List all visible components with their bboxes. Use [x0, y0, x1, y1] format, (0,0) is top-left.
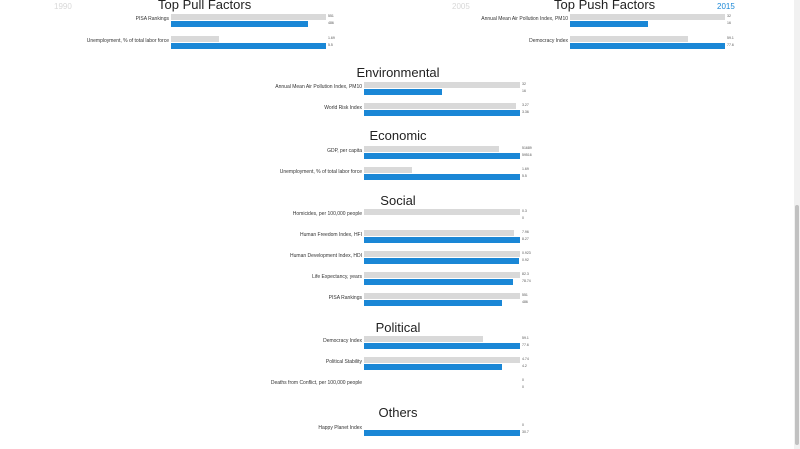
- year-2005[interactable]: 2005: [452, 2, 470, 11]
- previous-value-text: 0.3: [522, 209, 527, 213]
- factor-label: Democracy Index: [529, 38, 568, 44]
- previous-value-bar: [570, 36, 688, 42]
- previous-value-bar: [171, 36, 219, 42]
- previous-value-bar: [364, 146, 499, 152]
- current-value-bar: [364, 300, 502, 306]
- current-value-text: 5.5: [522, 174, 527, 178]
- previous-value-text: 0.923: [522, 251, 531, 255]
- year-2015[interactable]: 2015: [717, 2, 735, 11]
- factor-label: Unemployment, % of total labor force: [279, 169, 362, 175]
- previous-value-text: 59.1: [727, 36, 734, 40]
- current-value-text: 78.74: [522, 279, 531, 283]
- current-value-bar: [570, 43, 725, 49]
- factor-label: Unemployment, % of total labor force: [86, 38, 169, 44]
- previous-value-text: 32: [522, 82, 526, 86]
- previous-value-text: 0: [522, 423, 524, 427]
- current-value-text: 77.6: [522, 343, 529, 347]
- section-title-social: Social: [380, 193, 416, 208]
- current-value-text: 0: [522, 216, 524, 220]
- section-title-political: Political: [375, 320, 421, 335]
- current-value-text: 16: [522, 89, 526, 93]
- factor-label: Human Development Index, HDI: [290, 253, 362, 259]
- current-value-text: 8.27: [522, 237, 529, 241]
- current-value-bar: [364, 258, 519, 264]
- factor-label: PISA Rankings: [328, 295, 362, 301]
- previous-value-bar: [364, 251, 520, 257]
- previous-value-text: 59.1: [522, 336, 529, 340]
- factor-label: Life Expectancy, years: [312, 274, 362, 280]
- previous-value-text: 7.96: [522, 230, 529, 234]
- section-title-environmental: Environmental: [356, 65, 440, 80]
- previous-value-text: 4.74: [522, 357, 529, 361]
- current-value-text: 77.6: [727, 43, 734, 47]
- previous-value-text: 1.69: [328, 36, 335, 40]
- year-1990[interactable]: 1990: [54, 2, 72, 11]
- previous-value-bar: [364, 82, 520, 88]
- previous-value-bar: [570, 14, 725, 20]
- top-pull-title: Top Pull Factors: [158, 0, 252, 12]
- factor-label: Annual Mean Air Pollution Index, PM10: [481, 16, 568, 22]
- current-value-text: 30.7: [522, 430, 529, 434]
- previous-value-text: 3.27: [522, 103, 529, 107]
- current-value-bar: [364, 364, 502, 370]
- previous-value-bar: [364, 103, 516, 109]
- previous-value-bar: [364, 230, 514, 236]
- current-value-bar: [364, 153, 520, 159]
- previous-value-bar: [364, 357, 520, 363]
- factor-label: Democracy Index: [323, 338, 362, 344]
- factor-label: Human Freedom Index, HFI: [300, 232, 362, 238]
- scrollbar-thumb[interactable]: [795, 205, 799, 445]
- current-value-bar: [364, 174, 520, 180]
- section-title-economic: Economic: [369, 128, 427, 143]
- current-value-text: 3.36: [522, 110, 529, 114]
- current-value-text: 59516: [522, 153, 532, 157]
- top-push-title: Top Push Factors: [554, 0, 656, 12]
- previous-value-text: 0: [522, 378, 524, 382]
- current-value-bar: [364, 237, 520, 243]
- current-value-bar: [171, 43, 326, 49]
- previous-value-bar: [364, 293, 520, 299]
- current-value-bar: [171, 21, 308, 27]
- factor-label: GDP, per capita: [327, 148, 362, 154]
- factor-label: Homicides, per 100,000 people: [292, 211, 362, 217]
- factor-label: PISA Rankings: [135, 16, 169, 22]
- current-value-bar: [364, 89, 442, 95]
- current-value-bar: [364, 343, 520, 349]
- section-title-others: Others: [378, 405, 418, 420]
- current-value-text: 486: [522, 300, 528, 304]
- previous-value-text: 551: [522, 293, 528, 297]
- previous-value-bar: [364, 336, 483, 342]
- previous-value-bar: [171, 14, 326, 20]
- current-value-text: 5.5: [328, 43, 333, 47]
- current-value-text: 16: [727, 21, 731, 25]
- previous-value-text: 551: [328, 14, 334, 18]
- previous-value-bar: [364, 167, 412, 173]
- current-value-text: 0: [522, 385, 524, 389]
- current-value-bar: [364, 110, 520, 116]
- current-value-bar: [570, 21, 648, 27]
- factor-label: Deaths from Conflict, per 100,000 people: [270, 380, 362, 386]
- current-value-bar: [364, 430, 520, 436]
- factor-label: Happy Planet Index: [318, 425, 362, 431]
- previous-value-bar: [364, 209, 520, 215]
- previous-value-text: 82.3: [522, 272, 529, 276]
- current-value-text: 0.92: [522, 258, 529, 262]
- current-value-bar: [364, 279, 513, 285]
- previous-value-text: 1.69: [522, 167, 529, 171]
- previous-value-text: 51689: [522, 146, 532, 150]
- factor-label: World Risk Index: [324, 105, 362, 111]
- current-value-text: 4.2: [522, 364, 527, 368]
- factor-label: Annual Mean Air Pollution Index, PM10: [275, 84, 362, 90]
- previous-value-text: 32: [727, 14, 731, 18]
- factor-label: Political Stability: [325, 359, 362, 365]
- previous-value-bar: [364, 272, 520, 278]
- current-value-text: 486: [328, 21, 334, 25]
